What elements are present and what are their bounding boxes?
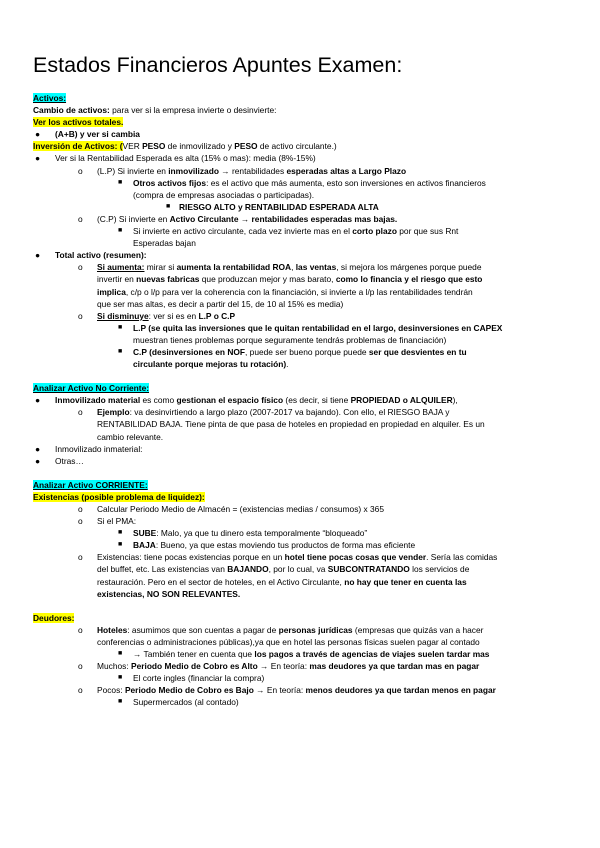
bullet-icon: ● xyxy=(35,129,41,140)
list-item-continuation: existencias, NO SON RELEVANTES. xyxy=(97,588,241,599)
subheading: Ver los activos totales. xyxy=(33,117,124,128)
subheading: Existencias (posible problema de liquidez): xyxy=(33,491,205,502)
list-item: o (L.P) Si invierte en inmovilizado → rentabilidades esperadas altas a Largo Plazo xyxy=(78,165,407,176)
list-item: ■ → También tener en cuenta que los pagos a través de agencias de viajes suelen tardar mas xyxy=(118,649,490,660)
list-item-continuation: Esperadas bajan xyxy=(133,238,196,249)
circle-bullet-icon: o xyxy=(78,165,83,176)
square-bullet-icon: ■ xyxy=(118,674,123,682)
list-item-continuation: (compra de empresas asociadas o participadas). xyxy=(133,189,315,200)
bullet-icon: ● xyxy=(35,153,41,164)
bullet-icon: ● xyxy=(35,455,41,466)
list-item: o Existencias: tiene pocas existencias porque en un hotel tiene pocas cosas que vender. Sería las comidas xyxy=(78,552,498,563)
list-item-continuation: muestran tienes problemas porque seguramente tendrás problemas de financiación) xyxy=(133,334,447,345)
list-item: o Si disminuye: ver si es en L.P o C.P xyxy=(78,310,236,321)
document-body xyxy=(33,92,573,709)
list-item: ■ El corte ingles (financiar la compra) xyxy=(118,673,265,684)
list-item: o Si aumenta: mirar si aumenta la rentabilidad ROA, las ventas, si mejora los márgenes porque puede xyxy=(78,262,482,273)
paragraph: Cambio de activos: para ver si la empresa invierte o desinvierte: xyxy=(33,105,277,116)
square-bullet-icon: ■ xyxy=(118,650,123,658)
circle-bullet-icon: o xyxy=(78,407,83,418)
list-item: ■ BAJA: Bueno, ya que estas moviendo tus productos de forma mas eficiente xyxy=(118,540,416,551)
list-item: o Muchos: Periodo Medio de Cobro es Alto → En teoría: mas deudores ya que tardan mas en pagar xyxy=(78,661,480,672)
circle-bullet-icon: o xyxy=(78,516,83,527)
list-item: o (C.P) Si invierte en Activo Circulante → rentabilidades esperadas mas bajas. xyxy=(78,213,398,224)
circle-bullet-icon: o xyxy=(78,310,83,321)
square-bullet-icon: ■ xyxy=(118,227,123,235)
list-item: o Hoteles: asumimos que son cuentas a pagar de personas jurídicas (empresas que quizás van a hacer xyxy=(78,624,484,635)
square-bullet-icon: ■ xyxy=(118,347,123,355)
bullet-icon: ● xyxy=(35,443,41,454)
list-item: ■ L.P (se quita las inversiones que le quitan rentabilidad en el largo, desinversiones en CAPEX xyxy=(118,322,503,333)
list-item-continuation: conferencias o administraciones públicas),ya que en hotel las personas físicas suelen pagar al contado xyxy=(97,636,480,647)
square-bullet-icon: ■ xyxy=(118,529,123,537)
list-item: ■ Otros activos fijos: es el activo que más aumenta, esto son inversiones en activos financieros xyxy=(118,177,486,188)
list-item: ■ Si invierte en activo circulante, cada vez invierte mas en el corto plazo por que sus Rnt xyxy=(118,226,459,237)
list-item: ● Inmovilizado inmaterial: xyxy=(35,443,143,454)
list-item-continuation: implica, c/p o l/p para ver la coherencia con la financiación, si invierte a l/p las rentabilidades tendrán xyxy=(97,286,473,297)
circle-bullet-icon: o xyxy=(78,504,83,514)
list-item: ■ RIESGO ALTO y RENTABILIDAD ESPERADA ALTA xyxy=(166,201,379,212)
list-item: ■ C.P (desinversiones en NOF, puede ser bueno porque puede ser que desvientes en tu xyxy=(118,346,467,357)
subheading: Inversión de Activos: (VER PESO de inmovilizado y PESO de activo circulante.) xyxy=(33,141,337,152)
circle-bullet-icon: o xyxy=(78,552,83,563)
list-item: ● (A+B) y ver si cambia xyxy=(35,129,140,140)
bullet-icon: ● xyxy=(35,395,41,406)
circle-bullet-icon: o xyxy=(78,685,83,696)
list-item: ● Ver si la Rentabilidad Esperada es alta (15% o mas): media (8%-15%) xyxy=(35,153,316,164)
list-item-continuation: del buffet, etc. Las existencias van BAJANDO, por lo cual, va SUBCONTRATANDO los servicios de xyxy=(97,564,470,575)
square-bullet-icon: ■ xyxy=(166,202,171,210)
list-item-continuation: circulante porque mejoras tu rotación). xyxy=(133,359,289,370)
list-item: o Ejemplo: va desinvirtiendo a largo plazo (2007-2017 va bajando). Con ello, el RIESGO BAJA y xyxy=(78,407,450,418)
square-bullet-icon: ■ xyxy=(118,323,123,331)
list-item-continuation: restauración. Pero en el sector de hoteles, en el Activo Circulante, no hay que tener en cuenta las xyxy=(97,576,467,587)
square-bullet-icon: ■ xyxy=(118,178,123,186)
list-item: ■ SUBE: Malo, ya que tu dinero esta temporalmente “bloqueado” xyxy=(118,528,368,539)
list-item-continuation: cambio relevante. xyxy=(97,431,164,442)
list-item: ● Inmovilizado material es como gestionan el espacio físico (es decir, si tiene PROPIEDAD o ALQUILER), xyxy=(35,395,458,406)
section-heading: Analizar Activo No Corriente: xyxy=(33,383,150,394)
circle-bullet-icon: o xyxy=(78,661,83,672)
circle-bullet-icon: o xyxy=(78,213,83,224)
list-item: ■ Supermercados (al contado) xyxy=(118,697,239,708)
section-heading: Analizar Activo CORRIENTE: xyxy=(33,479,148,490)
subheading: Deudores: xyxy=(33,612,75,623)
list-item-continuation: que ser mas altas, es decir a partir del 15, de 10 al 15% es media) xyxy=(97,298,344,309)
list-item: o Calcular Periodo Medio de Almacén = (existencias medias / consumos) x 365 xyxy=(78,504,384,514)
section-heading: Activos: xyxy=(33,93,67,103)
list-item: o Si el PMA: xyxy=(78,516,137,527)
list-item: ● Total activo (resumen): xyxy=(35,250,147,261)
list-item: ● Otras… xyxy=(35,455,84,466)
page-title: Estados Financieros Apuntes Examen: xyxy=(33,53,403,77)
square-bullet-icon: ■ xyxy=(118,541,123,549)
list-item-continuation: RENTABILIDAD BAJA. Tiene pinta de que pasa de hoteles en propiedad en propiedad en alquiler. Es un xyxy=(97,419,485,430)
circle-bullet-icon: o xyxy=(78,262,83,273)
square-bullet-icon: ■ xyxy=(118,698,123,706)
list-item: o Pocos: Periodo Medio de Cobro es Bajo → En teoría: menos deudores ya que tardan menos en pagar xyxy=(78,685,496,696)
circle-bullet-icon: o xyxy=(78,624,83,635)
bullet-icon: ● xyxy=(35,250,41,261)
list-item-continuation: invertir en nuevas fabricas que produzcan mejor y mas barato, como lo financia y el riesgo que esto xyxy=(97,274,483,285)
